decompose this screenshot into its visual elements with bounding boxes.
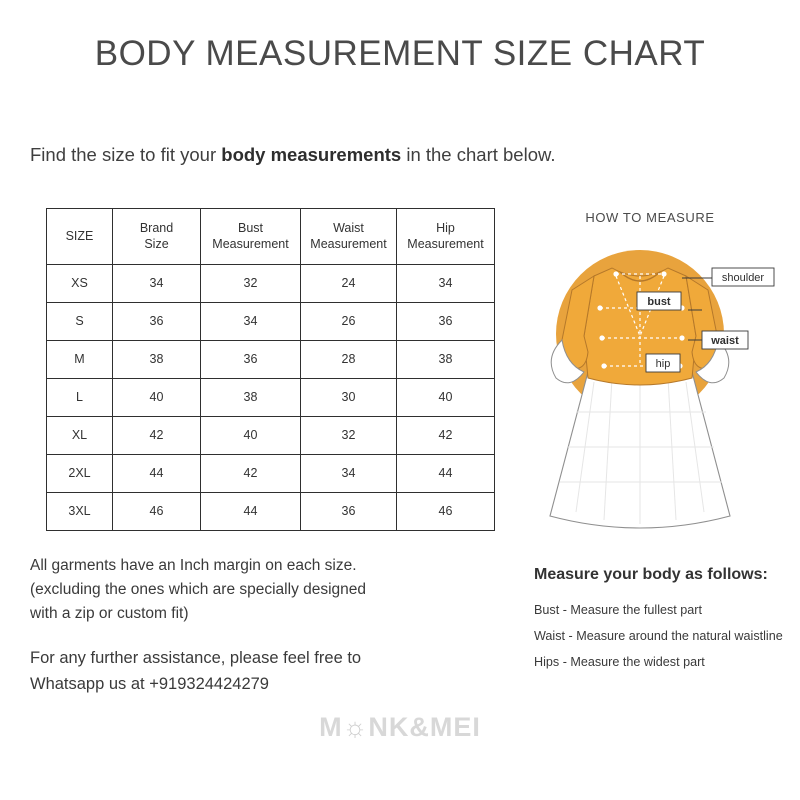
table-header-bust: [201, 209, 301, 265]
table-row: [47, 265, 495, 303]
size-table: [46, 208, 495, 531]
cell-brand-size: 46: [113, 493, 201, 531]
table-header-hip-line1: Hip: [436, 220, 455, 235]
assistance-note: [30, 645, 460, 698]
cell-bust: 36: [201, 341, 301, 379]
brand-watermark: [0, 712, 800, 743]
table-header-brand-size-line1: Brand: [139, 220, 174, 235]
cell-size: M: [47, 341, 113, 379]
margin-notes: [30, 554, 430, 626]
cell-brand-size: 38: [113, 341, 201, 379]
table-header-hip: [397, 209, 495, 265]
cell-size: L: [47, 379, 113, 417]
hip-label: hip: [655, 358, 671, 370]
watermark-text-right: NK&MEI: [368, 712, 481, 742]
cell-waist: 34: [301, 455, 397, 493]
cell-hip: 38: [397, 341, 495, 379]
cell-brand-size: 42: [113, 417, 201, 455]
table-header-row: [47, 209, 495, 265]
cell-waist: 32: [301, 417, 397, 455]
table-header-waist-line1: Waist: [333, 220, 364, 235]
cell-bust: 40: [201, 417, 301, 455]
table-header-bust-line2: Measurement: [212, 236, 289, 251]
cell-waist: 24: [301, 265, 397, 303]
cell-size: 3XL: [47, 493, 113, 531]
cell-size: XS: [47, 265, 113, 303]
cell-bust: 38: [201, 379, 301, 417]
table-row: [47, 379, 495, 417]
table-header-waist: [301, 209, 397, 265]
assistance-line-1: For any further assistance, please feel free to: [30, 649, 362, 667]
cell-brand-size: 44: [113, 455, 201, 493]
size-table-wrapper: [46, 208, 494, 531]
cell-brand-size: 34: [113, 265, 201, 303]
cell-brand-size: 36: [113, 303, 201, 341]
margin-note-line-3: with a zip or custom fit): [30, 605, 189, 623]
dress-diagram-svg: [516, 232, 788, 532]
subtitle-after: in the chart below.: [401, 144, 556, 165]
table-row: [47, 417, 495, 455]
subtitle-bold: body measurements: [221, 144, 402, 165]
bust-label: bust: [647, 296, 671, 308]
cell-bust: 42: [201, 455, 301, 493]
measurement-illustration: [516, 232, 788, 532]
cell-waist: 28: [301, 341, 397, 379]
table-header-size: [47, 209, 113, 265]
waist-label: waist: [711, 335, 739, 347]
cell-hip: 42: [397, 417, 495, 455]
table-row: [47, 303, 495, 341]
cell-brand-size: 40: [113, 379, 201, 417]
cell-bust: 44: [201, 493, 301, 531]
cell-size: 2XL: [47, 455, 113, 493]
table-row: [47, 455, 495, 493]
margin-note-line-1: All garments have an Inch margin on each size.: [30, 557, 357, 574]
subtitle-before: Find the size to fit your: [30, 144, 222, 165]
cell-hip: 36: [397, 303, 495, 341]
table-row: [47, 493, 495, 531]
measure-guide-list: [534, 598, 796, 675]
assistance-line-2: Whatsapp us at +919324424279: [30, 675, 269, 694]
measure-guide-item: Bust - Measure the fullest part: [534, 603, 702, 617]
table-header-waist-line2: Measurement: [310, 236, 387, 251]
dress-skirt: [550, 372, 730, 528]
table-header-brand-size-line2: Size: [144, 236, 169, 251]
table-header-hip-line2: Measurement: [407, 236, 484, 251]
cell-hip: 44: [397, 455, 495, 493]
table-header-size-label: SIZE: [65, 228, 94, 243]
cell-waist: 30: [301, 379, 397, 417]
how-to-measure-heading: HOW TO MEASURE: [585, 210, 715, 225]
cell-size: XL: [47, 417, 113, 455]
measure-guide-item: Waist - Measure around the natural waistline: [534, 628, 783, 643]
watermark-text-left: M: [319, 712, 343, 742]
cell-waist: 36: [301, 493, 397, 531]
cell-bust: 32: [201, 265, 301, 303]
margin-note-line-2: (excluding the ones which are specially designed: [30, 581, 367, 599]
cell-size: S: [47, 303, 113, 341]
table-row: [47, 341, 495, 379]
watermark-logo-icon: ☼: [342, 712, 369, 742]
subtitle: [30, 144, 555, 166]
page-title: BODY MEASUREMENT SIZE CHART: [94, 34, 706, 73]
cell-waist: 26: [301, 303, 397, 341]
cell-hip: 46: [397, 493, 495, 531]
cell-hip: 34: [397, 265, 495, 303]
shoulder-label: shoulder: [721, 272, 765, 284]
table-header-bust-line1: Bust: [237, 220, 263, 235]
cell-bust: 34: [201, 303, 301, 341]
cell-hip: 40: [397, 379, 495, 417]
table-header-brand-size: [113, 209, 201, 265]
measure-guide-item: Hips - Measure the widest part: [534, 654, 705, 669]
measure-guide-heading: Measure your body as follows:: [534, 566, 768, 583]
